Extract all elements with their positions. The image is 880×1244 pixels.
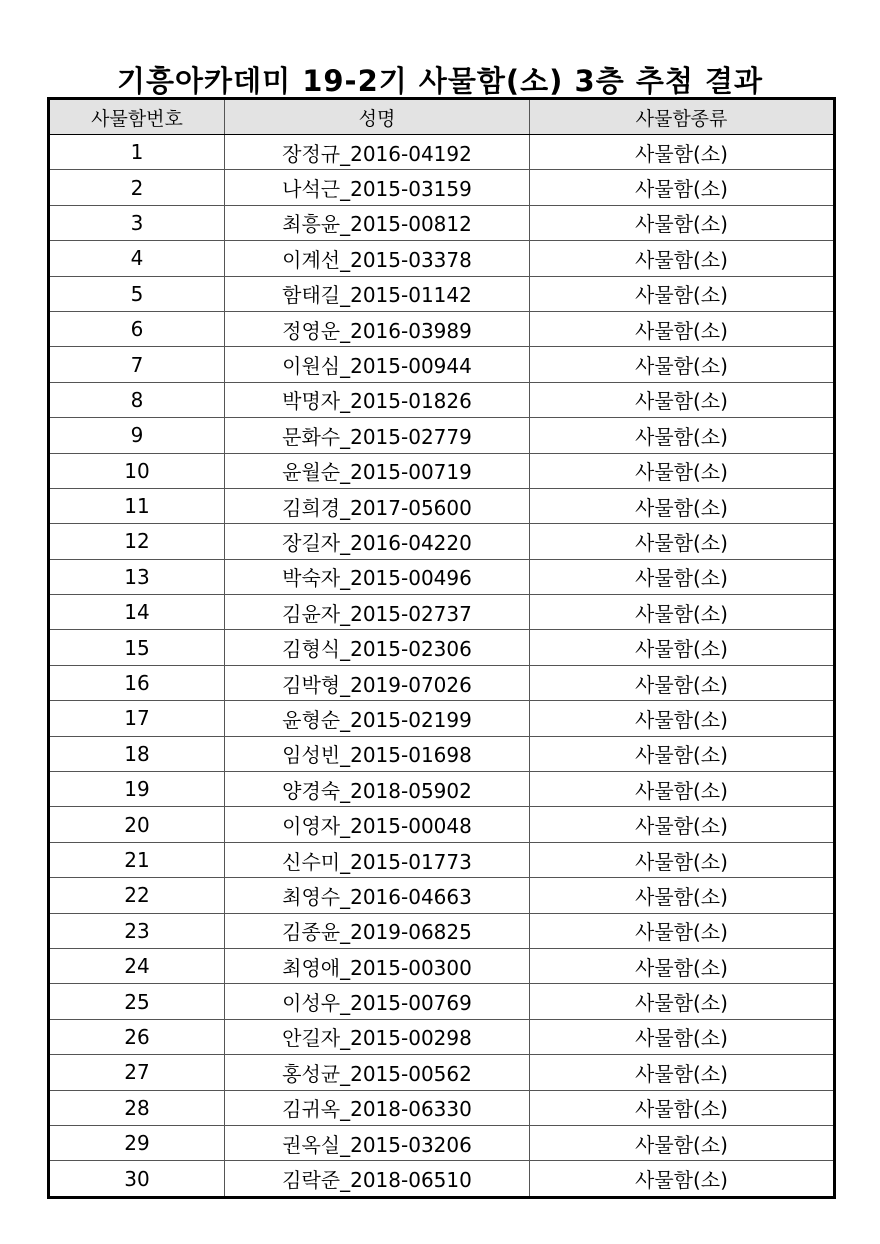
- locker-number-cell: 23: [49, 913, 225, 948]
- locker-type-cell: 사물함(소): [530, 913, 835, 948]
- locker-type-cell: 사물함(소): [530, 276, 835, 311]
- locker-number-cell: 25: [49, 984, 225, 1019]
- name-cell: 문화수_2015-02779: [225, 418, 530, 453]
- locker-number-cell: 6: [49, 311, 225, 346]
- name-cell: 장길자_2016-04220: [225, 524, 530, 559]
- table-row: [49, 453, 835, 488]
- table-row: [49, 948, 835, 983]
- table-body: [49, 135, 835, 1198]
- locker-type-cell: 사물함(소): [530, 524, 835, 559]
- name-cell: 임성빈_2015-01698: [225, 736, 530, 771]
- locker-number-cell: 7: [49, 347, 225, 382]
- table-row: [49, 1125, 835, 1160]
- table-row: [49, 736, 835, 771]
- table-row: [49, 878, 835, 913]
- name-cell: 안길자_2015-00298: [225, 1019, 530, 1054]
- name-cell: 이성우_2015-00769: [225, 984, 530, 1019]
- locker-number-cell: 30: [49, 1161, 225, 1197]
- locker-number-cell: 12: [49, 524, 225, 559]
- locker-number-cell: 13: [49, 559, 225, 594]
- name-cell: 윤형순_2015-02199: [225, 701, 530, 736]
- name-cell: 이계선_2015-03378: [225, 241, 530, 276]
- locker-type-cell: 사물함(소): [530, 665, 835, 700]
- table-row: [49, 595, 835, 630]
- table-row: [49, 984, 835, 1019]
- name-cell: 김형식_2015-02306: [225, 630, 530, 665]
- header-locker-number: 사물함번호: [49, 99, 225, 135]
- name-cell: 최영수_2016-04663: [225, 878, 530, 913]
- locker-type-cell: 사물함(소): [530, 559, 835, 594]
- locker-type-cell: 사물함(소): [530, 1019, 835, 1054]
- table-row: [49, 170, 835, 205]
- locker-number-cell: 27: [49, 1055, 225, 1090]
- locker-type-cell: 사물함(소): [530, 453, 835, 488]
- locker-type-cell: 사물함(소): [530, 984, 835, 1019]
- locker-number-cell: 10: [49, 453, 225, 488]
- header-name: 성명: [225, 99, 530, 135]
- locker-type-cell: 사물함(소): [530, 701, 835, 736]
- table-row: [49, 347, 835, 382]
- locker-number-cell: 11: [49, 488, 225, 523]
- locker-type-cell: 사물함(소): [530, 630, 835, 665]
- page-title: 기흥아카데미 19-2기 사물함(소) 3층 추첨 결과: [117, 64, 763, 99]
- name-cell: 최흥윤_2015-00812: [225, 205, 530, 240]
- name-cell: 권옥실_2015-03206: [225, 1125, 530, 1160]
- table-row: [49, 807, 835, 842]
- locker-number-cell: 29: [49, 1125, 225, 1160]
- table-row: [49, 382, 835, 417]
- name-cell: 김윤자_2015-02737: [225, 595, 530, 630]
- locker-type-cell: 사물함(소): [530, 170, 835, 205]
- table-row: [49, 311, 835, 346]
- locker-number-cell: 21: [49, 842, 225, 877]
- locker-type-cell: 사물함(소): [530, 135, 835, 170]
- locker-type-cell: 사물함(소): [530, 311, 835, 346]
- name-cell: 김희경_2017-05600: [225, 488, 530, 523]
- name-cell: 장정규_2016-04192: [225, 135, 530, 170]
- locker-type-cell: 사물함(소): [530, 1125, 835, 1160]
- name-cell: 박숙자_2015-00496: [225, 559, 530, 594]
- table-row: [49, 701, 835, 736]
- locker-number-cell: 2: [49, 170, 225, 205]
- locker-type-cell: 사물함(소): [530, 772, 835, 807]
- name-cell: 최영애_2015-00300: [225, 948, 530, 983]
- locker-number-cell: 8: [49, 382, 225, 417]
- table-row: [49, 418, 835, 453]
- name-cell: 김귀옥_2018-06330: [225, 1090, 530, 1125]
- locker-type-cell: 사물함(소): [530, 1090, 835, 1125]
- locker-number-cell: 19: [49, 772, 225, 807]
- table-row: [49, 205, 835, 240]
- locker-number-cell: 22: [49, 878, 225, 913]
- name-cell: 이영자_2015-00048: [225, 807, 530, 842]
- locker-type-cell: 사물함(소): [530, 948, 835, 983]
- table-row: [49, 665, 835, 700]
- locker-number-cell: 3: [49, 205, 225, 240]
- locker-number-cell: 18: [49, 736, 225, 771]
- name-cell: 양경숙_2018-05902: [225, 772, 530, 807]
- locker-number-cell: 4: [49, 241, 225, 276]
- table-row: [49, 276, 835, 311]
- table-row: [49, 842, 835, 877]
- table-row: [49, 1090, 835, 1125]
- locker-type-cell: 사물함(소): [530, 382, 835, 417]
- header-locker-type: 사물함종류: [530, 99, 835, 135]
- locker-number-cell: 17: [49, 701, 225, 736]
- name-cell: 함태길_2015-01142: [225, 276, 530, 311]
- table-row: [49, 241, 835, 276]
- locker-type-cell: 사물함(소): [530, 878, 835, 913]
- name-cell: 김박형_2019-07026: [225, 665, 530, 700]
- name-cell: 김종윤_2019-06825: [225, 913, 530, 948]
- locker-number-cell: 14: [49, 595, 225, 630]
- locker-number-cell: 15: [49, 630, 225, 665]
- locker-number-cell: 1: [49, 135, 225, 170]
- name-cell: 윤월순_2015-00719: [225, 453, 530, 488]
- name-cell: 정영운_2016-03989: [225, 311, 530, 346]
- name-cell: 신수미_2015-01773: [225, 842, 530, 877]
- table-row: [49, 630, 835, 665]
- table-row: [49, 772, 835, 807]
- locker-type-cell: 사물함(소): [530, 842, 835, 877]
- locker-type-cell: 사물함(소): [530, 1055, 835, 1090]
- locker-number-cell: 16: [49, 665, 225, 700]
- header-row: [49, 99, 835, 135]
- locker-type-cell: 사물함(소): [530, 418, 835, 453]
- table-row: [49, 1019, 835, 1054]
- locker-type-cell: 사물함(소): [530, 1161, 835, 1197]
- table-row: [49, 913, 835, 948]
- table-header: [49, 99, 835, 135]
- name-cell: 이원심_2015-00944: [225, 347, 530, 382]
- locker-type-cell: 사물함(소): [530, 241, 835, 276]
- locker-type-cell: 사물함(소): [530, 347, 835, 382]
- locker-number-cell: 9: [49, 418, 225, 453]
- locker-type-cell: 사물함(소): [530, 736, 835, 771]
- table-row: [49, 524, 835, 559]
- locker-type-cell: 사물함(소): [530, 488, 835, 523]
- table-row: [49, 1161, 835, 1197]
- name-cell: 홍성균_2015-00562: [225, 1055, 530, 1090]
- locker-number-cell: 26: [49, 1019, 225, 1054]
- locker-number-cell: 20: [49, 807, 225, 842]
- name-cell: 박명자_2015-01826: [225, 382, 530, 417]
- locker-type-cell: 사물함(소): [530, 807, 835, 842]
- table-row: [49, 135, 835, 170]
- name-cell: 나석근_2015-03159: [225, 170, 530, 205]
- table-row: [49, 488, 835, 523]
- name-cell: 김락준_2018-06510: [225, 1161, 530, 1197]
- locker-number-cell: 24: [49, 948, 225, 983]
- locker-number-cell: 5: [49, 276, 225, 311]
- locker-number-cell: 28: [49, 1090, 225, 1125]
- locker-type-cell: 사물함(소): [530, 205, 835, 240]
- locker-results-table: [47, 97, 836, 1199]
- locker-type-cell: 사물함(소): [530, 595, 835, 630]
- table-row: [49, 1055, 835, 1090]
- table-row: [49, 559, 835, 594]
